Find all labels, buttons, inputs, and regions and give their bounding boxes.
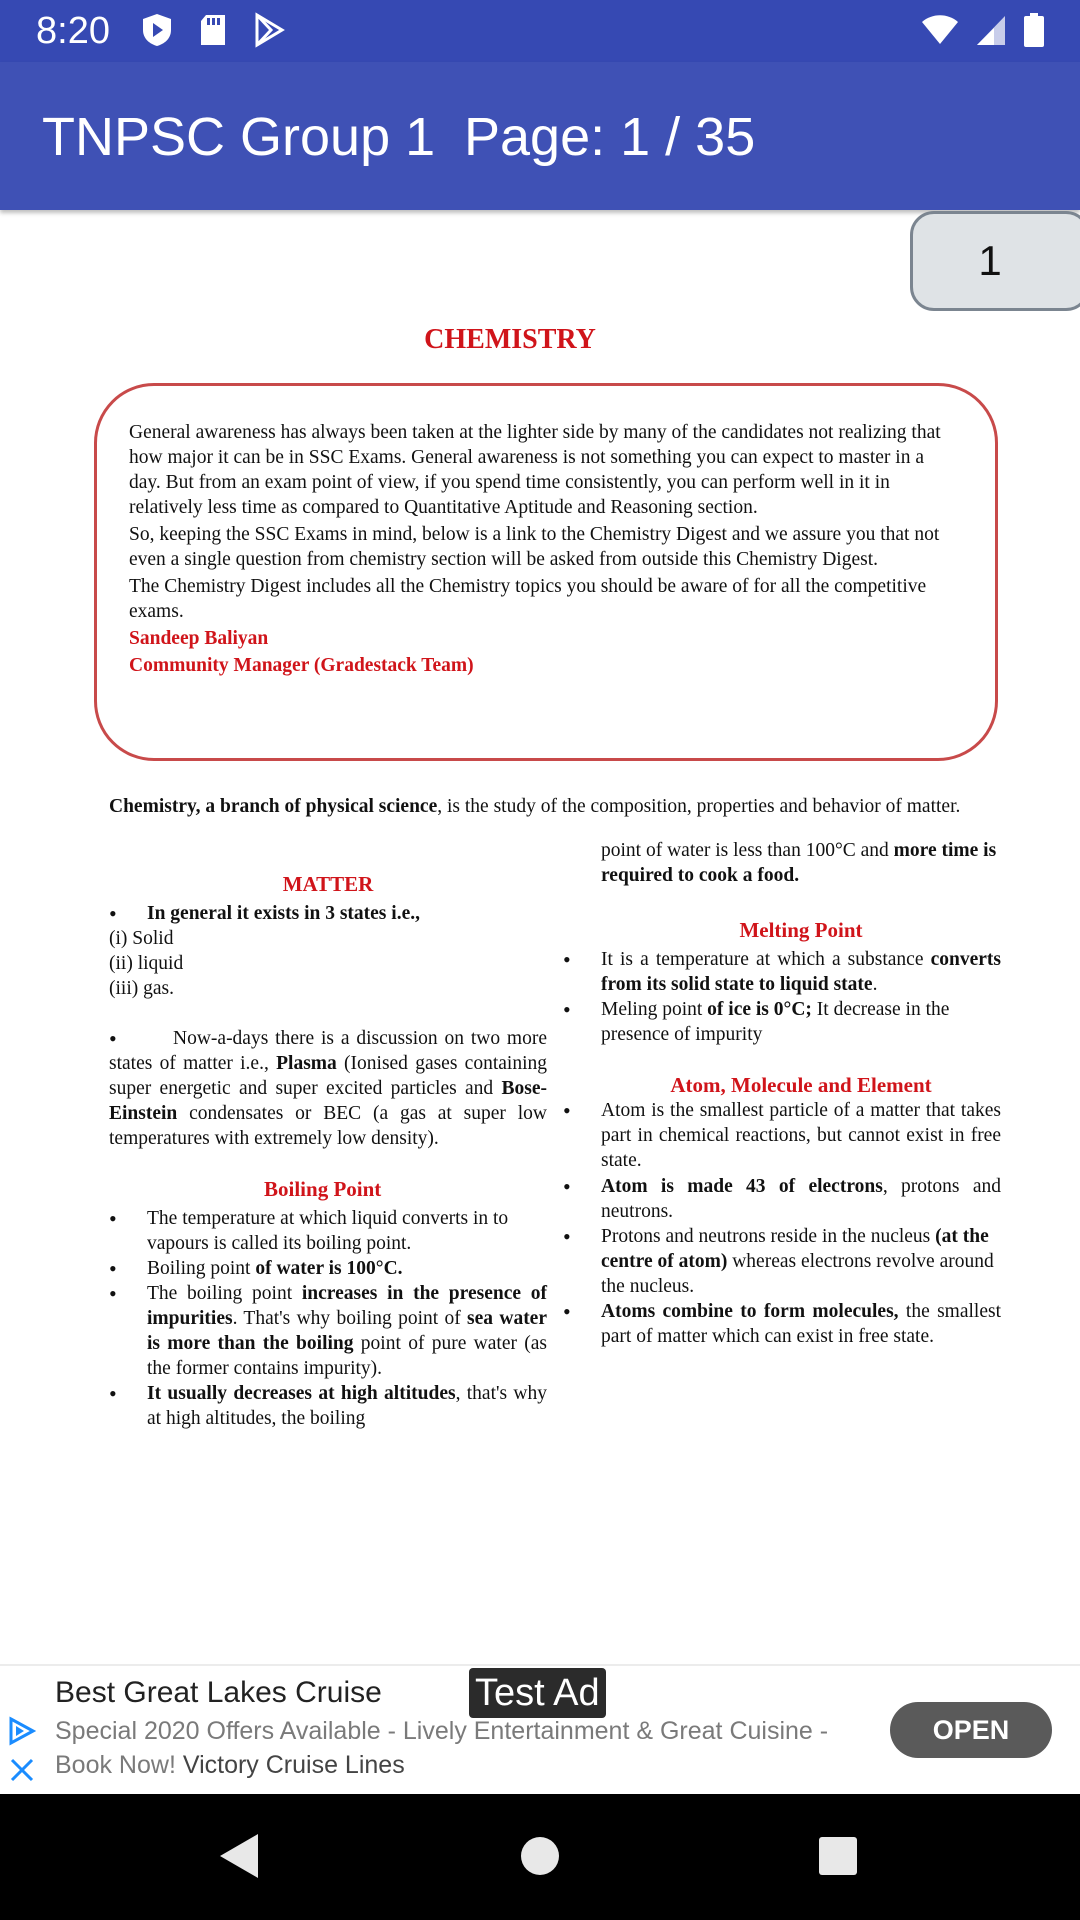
lead-bold: Chemistry, a branch of physical science [109,796,438,817]
continued-text: point of water is less than 100°C and more time is required to cook a food. [601,840,997,886]
lead-paragraph [109,794,1049,819]
test-ad-label: Test Ad [469,1668,606,1718]
state-gas: (iii) gas. [109,978,174,999]
heading-atom: Atom, Molecule and Element [670,1073,932,1097]
signature-role: Community Manager (Gradestack Team) [129,655,474,676]
right-column [563,838,1001,1349]
app-bar [0,62,1080,210]
ad-description[interactable]: Special 2020 Offers Available - Lively Entertainment & Great Cuisine - Book Now! Victory Cruise Lines [55,1717,829,1779]
intro-box [94,383,998,761]
app-title: TNPSC Group 1 [42,107,436,167]
document-title: CHEMISTRY [424,324,596,355]
intro-paragraph-3: The Chemistry Digest includes all the Chemistry topics you should be aware of for all the competitive exams. [129,576,927,622]
list-item: • The boiling point increases in the presence of impurities. That's why boiling point of sea water is more than the boiling point of pure water (as the former contains impurity). [109,1281,547,1381]
list-item: • It is a temperature at which a substance converts from its solid state to liquid state. [563,947,1001,997]
intro-paragraph-1: General awareness has always been taken at the lighter side by many of the candidates not realizing that how major it can be in SSC Exams. General awareness is not something you can expect to master in a day. But from an exam point of view, if you spend time consistently, you can perform well in it in relatively less time as compared to Quantitative Aptitude and Reasoning section. [129,422,941,518]
list-item: • Now-a-days there is a discussion on two more states of matter i.e., Plasma (Ionised gases containing super energetic and super excited particles and Bose-Einstein condensates or BEC (a gas at super low temperatures with extremely low density). [109,1026,548,1149]
pdf-page[interactable] [0,210,1080,1660]
close-icon[interactable] [8,1756,36,1784]
list-item: • Boiling point of water is 100°C. [109,1256,547,1281]
left-column [109,872,547,1431]
page-indicator: Page: 1 / 35 [464,107,756,167]
list-item: • Atom is made 43 of electrons, protons and neutrons. [563,1174,1001,1224]
ad-banner[interactable] [0,1664,1080,1796]
ad-open-button[interactable]: OPEN [890,1702,1052,1758]
play-store-icon [252,12,286,48]
state-solid: (i) Solid [109,928,174,949]
battery-icon [1022,12,1046,48]
heading-boiling-point: Boiling Point [264,1177,382,1201]
status-icons-left [140,12,286,48]
heading-melting-point: Melting Point [739,918,863,942]
play-protect-icon [140,12,174,48]
back-icon[interactable] [208,1826,268,1886]
home-icon[interactable] [510,1826,570,1886]
ad-title[interactable]: Best Great Lakes Cruise [55,1676,382,1709]
list-item: • Meling point of ice is 0°C; It decrease in the presence of impurity [563,997,1001,1047]
list-item: • In general it exists in 3 states i.e., [109,901,547,926]
status-bar [0,0,1080,62]
adchoices-icon[interactable] [6,1716,36,1746]
intro-paragraph-2: So, keeping the SSC Exams in mind, below is a link to the Chemistry Digest and we assure you that not even a single question from chemistry section will be asked from outside this Chemistry Digest. [129,524,940,570]
navigation-bar [0,1794,1080,1920]
recents-icon[interactable] [808,1826,868,1886]
page-number-box[interactable]: 1 [910,211,1080,311]
list-item: • Protons and neutrons reside in the nucleus (at the centre of atom) whereas electrons revolve around the nucleus. [563,1224,1001,1299]
status-icons-right [920,12,1046,48]
signature-name: Sandeep Baliyan [129,628,269,649]
ad-brand: Victory Cruise Lines [182,1751,405,1779]
lead-rest: , is the study of the composition, properties and behavior of matter. [437,796,961,817]
list-item: • It usually decreases at high altitudes, that's why at high altitudes, the boiling [109,1381,547,1431]
list-item: • The temperature at which liquid converts in to vapours is called its boiling point. [109,1206,547,1256]
heading-matter: MATTER [282,872,374,896]
list-item: • Atoms combine to form molecules, the smallest part of matter which can exist in free state. [563,1299,1001,1349]
wifi-icon [920,12,960,48]
sd-card-icon [196,12,230,48]
state-liquid: (ii) liquid [109,953,184,974]
status-time: 8:20 [36,10,110,52]
signal-icon [974,12,1008,48]
list-item: • Atom is the smallest particle of a matter that takes part in chemical reactions, but cannot exist in free state. [563,1098,1001,1173]
